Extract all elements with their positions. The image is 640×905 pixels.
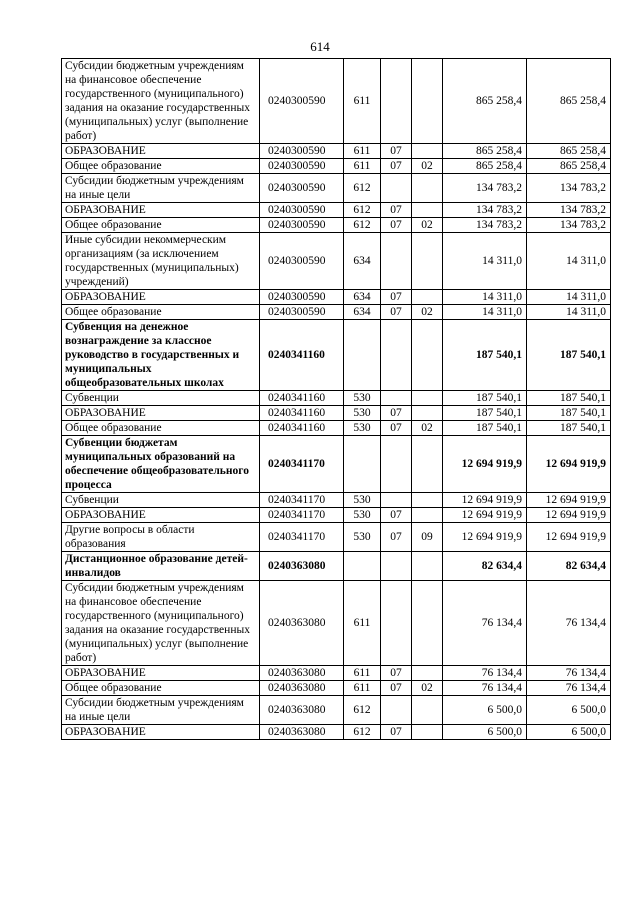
amount-2: 12 694 919,9 — [527, 508, 611, 523]
table-row — [62, 581, 611, 666]
row-name: Субсидии бюджетным учреждениям на иные цели — [62, 696, 260, 725]
subsection — [412, 581, 443, 666]
target-code: 0240341160 — [260, 421, 344, 436]
expense-type: 612 — [344, 174, 381, 203]
subsection — [412, 725, 443, 740]
section: 07 — [381, 290, 412, 305]
target-code: 0240300590 — [260, 203, 344, 218]
row-name: Общее образование — [62, 218, 260, 233]
amount-2: 76 134,4 — [527, 681, 611, 696]
target-code: 0240341170 — [260, 523, 344, 552]
row-name: ОБРАЗОВАНИЕ — [62, 666, 260, 681]
amount-2: 12 694 919,9 — [527, 436, 611, 493]
row-name: ОБРАЗОВАНИЕ — [62, 144, 260, 159]
subsection — [412, 493, 443, 508]
target-code: 0240341160 — [260, 391, 344, 406]
section: 07 — [381, 218, 412, 233]
row-name: Иные субсидии некоммерческим организациям (за исключением государственных (муниципальных) учреждений) — [62, 233, 260, 290]
target-code: 0240341170 — [260, 436, 344, 493]
subsection: 02 — [412, 305, 443, 320]
amount-2: 187 540,1 — [527, 320, 611, 391]
target-code: 0240363080 — [260, 581, 344, 666]
amount-2: 82 634,4 — [527, 552, 611, 581]
amount-1: 12 694 919,9 — [443, 436, 527, 493]
expense-type: 530 — [344, 508, 381, 523]
row-name: Общее образование — [62, 421, 260, 436]
amount-2: 134 783,2 — [527, 218, 611, 233]
amount-2: 187 540,1 — [527, 391, 611, 406]
target-code: 0240341170 — [260, 508, 344, 523]
row-name: ОБРАЗОВАНИЕ — [62, 290, 260, 305]
subsection: 02 — [412, 218, 443, 233]
target-code: 0240300590 — [260, 233, 344, 290]
target-code: 0240300590 — [260, 305, 344, 320]
row-name: ОБРАЗОВАНИЕ — [62, 406, 260, 421]
row-name: Субвенция на денежное вознаграждение за классное руководство в государственных и муниципальных общеобразовательных школах — [62, 320, 260, 391]
section: 07 — [381, 421, 412, 436]
expense-type: 612 — [344, 696, 381, 725]
section: 07 — [381, 666, 412, 681]
amount-2: 865 258,4 — [527, 159, 611, 174]
expense-type: 530 — [344, 406, 381, 421]
row-name: Дистанционное образование детей-инвалидов — [62, 552, 260, 581]
section — [381, 174, 412, 203]
amount-1: 865 258,4 — [443, 59, 527, 144]
amount-2: 865 258,4 — [527, 144, 611, 159]
expense-type: 611 — [344, 59, 381, 144]
table-row — [62, 290, 611, 305]
amount-2: 865 258,4 — [527, 59, 611, 144]
expense-type: 612 — [344, 725, 381, 740]
subsection — [412, 174, 443, 203]
section: 07 — [381, 203, 412, 218]
target-code: 0240300590 — [260, 218, 344, 233]
budget-table — [61, 58, 611, 740]
table-row — [62, 218, 611, 233]
target-code: 0240363080 — [260, 681, 344, 696]
section — [381, 436, 412, 493]
section: 07 — [381, 305, 412, 320]
row-name: Общее образование — [62, 681, 260, 696]
amount-1: 76 134,4 — [443, 681, 527, 696]
amount-2: 14 311,0 — [527, 305, 611, 320]
target-code: 0240363080 — [260, 696, 344, 725]
amount-2: 76 134,4 — [527, 666, 611, 681]
target-code: 0240300590 — [260, 174, 344, 203]
amount-1: 134 783,2 — [443, 174, 527, 203]
row-name: Субсидии бюджетным учреждениям на иные цели — [62, 174, 260, 203]
amount-1: 134 783,2 — [443, 218, 527, 233]
amount-1: 12 694 919,9 — [443, 523, 527, 552]
table-row — [62, 203, 611, 218]
subsection — [412, 59, 443, 144]
target-code: 0240300590 — [260, 59, 344, 144]
expense-type: 612 — [344, 218, 381, 233]
table-row — [62, 681, 611, 696]
expense-type — [344, 552, 381, 581]
amount-1: 865 258,4 — [443, 144, 527, 159]
row-name: Общее образование — [62, 305, 260, 320]
section — [381, 320, 412, 391]
row-name: ОБРАЗОВАНИЕ — [62, 203, 260, 218]
expense-type: 612 — [344, 203, 381, 218]
expense-type: 530 — [344, 391, 381, 406]
table-row — [62, 552, 611, 581]
expense-type: 611 — [344, 581, 381, 666]
subsection — [412, 508, 443, 523]
amount-1: 6 500,0 — [443, 725, 527, 740]
amount-2: 14 311,0 — [527, 290, 611, 305]
section: 07 — [381, 508, 412, 523]
section — [381, 581, 412, 666]
amount-2: 76 134,4 — [527, 581, 611, 666]
expense-type: 611 — [344, 159, 381, 174]
expense-type: 530 — [344, 523, 381, 552]
subsection: 02 — [412, 421, 443, 436]
amount-1: 187 540,1 — [443, 320, 527, 391]
amount-1: 14 311,0 — [443, 305, 527, 320]
amount-2: 12 694 919,9 — [527, 493, 611, 508]
subsection — [412, 552, 443, 581]
table-row — [62, 320, 611, 391]
expense-type: 634 — [344, 233, 381, 290]
table-row — [62, 508, 611, 523]
table-row — [62, 233, 611, 290]
row-name: Субсидии бюджетным учреждениям на финансовое обеспечение государственного (муниципального) задания на оказание государственных (муниципальных) услуг (выполнение работ) — [62, 59, 260, 144]
amount-2: 187 540,1 — [527, 421, 611, 436]
expense-type: 611 — [344, 666, 381, 681]
table-row — [62, 406, 611, 421]
expense-type — [344, 436, 381, 493]
subsection — [412, 233, 443, 290]
target-code: 0240341170 — [260, 493, 344, 508]
amount-2: 134 783,2 — [527, 174, 611, 203]
expense-type: 611 — [344, 144, 381, 159]
subsection — [412, 203, 443, 218]
amount-1: 82 634,4 — [443, 552, 527, 581]
amount-2: 14 311,0 — [527, 233, 611, 290]
table-row — [62, 59, 611, 144]
amount-1: 76 134,4 — [443, 666, 527, 681]
section — [381, 391, 412, 406]
section: 07 — [381, 681, 412, 696]
section — [381, 696, 412, 725]
table-row — [62, 421, 611, 436]
table-row — [62, 436, 611, 493]
amount-1: 76 134,4 — [443, 581, 527, 666]
table-row — [62, 174, 611, 203]
table-row — [62, 144, 611, 159]
table-row — [62, 666, 611, 681]
section — [381, 493, 412, 508]
section: 07 — [381, 159, 412, 174]
budget-table-body — [62, 59, 611, 740]
amount-1: 865 258,4 — [443, 159, 527, 174]
row-name: Субвенции — [62, 493, 260, 508]
table-row — [62, 305, 611, 320]
table-row — [62, 391, 611, 406]
table-row — [62, 493, 611, 508]
section: 07 — [381, 725, 412, 740]
amount-1: 14 311,0 — [443, 233, 527, 290]
amount-2: 6 500,0 — [527, 696, 611, 725]
expense-type: 634 — [344, 305, 381, 320]
row-name: Общее образование — [62, 159, 260, 174]
amount-1: 12 694 919,9 — [443, 493, 527, 508]
amount-2: 134 783,2 — [527, 203, 611, 218]
target-code: 0240363080 — [260, 552, 344, 581]
section — [381, 59, 412, 144]
target-code: 0240300590 — [260, 290, 344, 305]
amount-1: 12 694 919,9 — [443, 508, 527, 523]
table-row — [62, 523, 611, 552]
row-name: ОБРАЗОВАНИЕ — [62, 725, 260, 740]
expense-type — [344, 320, 381, 391]
amount-1: 6 500,0 — [443, 696, 527, 725]
subsection — [412, 696, 443, 725]
amount-1: 187 540,1 — [443, 421, 527, 436]
target-code: 0240300590 — [260, 144, 344, 159]
subsection — [412, 144, 443, 159]
amount-1: 134 783,2 — [443, 203, 527, 218]
table-row — [62, 696, 611, 725]
subsection: 02 — [412, 681, 443, 696]
target-code: 0240363080 — [260, 666, 344, 681]
amount-2: 187 540,1 — [527, 406, 611, 421]
row-name: Другие вопросы в области образования — [62, 523, 260, 552]
section — [381, 552, 412, 581]
amount-1: 187 540,1 — [443, 391, 527, 406]
subsection — [412, 436, 443, 493]
section: 07 — [381, 144, 412, 159]
subsection: 02 — [412, 159, 443, 174]
row-name: ОБРАЗОВАНИЕ — [62, 508, 260, 523]
expense-type: 530 — [344, 421, 381, 436]
section: 07 — [381, 406, 412, 421]
table-row — [62, 159, 611, 174]
target-code: 0240341160 — [260, 320, 344, 391]
subsection — [412, 391, 443, 406]
subsection — [412, 406, 443, 421]
row-name: Субвенции бюджетам муниципальных образований на обеспечение общеобразовательного процесса — [62, 436, 260, 493]
expense-type: 634 — [344, 290, 381, 305]
amount-1: 187 540,1 — [443, 406, 527, 421]
subsection — [412, 290, 443, 305]
target-code: 0240341160 — [260, 406, 344, 421]
expense-type: 611 — [344, 681, 381, 696]
amount-1: 14 311,0 — [443, 290, 527, 305]
subsection — [412, 320, 443, 391]
row-name: Субсидии бюджетным учреждениям на финансовое обеспечение государственного (муниципального) задания на оказание государственных (муниципальных) услуг (выполнение работ) — [62, 581, 260, 666]
subsection: 09 — [412, 523, 443, 552]
subsection — [412, 666, 443, 681]
amount-2: 6 500,0 — [527, 725, 611, 740]
target-code: 0240300590 — [260, 159, 344, 174]
target-code: 0240363080 — [260, 725, 344, 740]
amount-2: 12 694 919,9 — [527, 523, 611, 552]
table-row — [62, 725, 611, 740]
row-name: Субвенции — [62, 391, 260, 406]
expense-type: 530 — [344, 493, 381, 508]
section — [381, 233, 412, 290]
section: 07 — [381, 523, 412, 552]
page-number: 614 — [310, 39, 330, 54]
